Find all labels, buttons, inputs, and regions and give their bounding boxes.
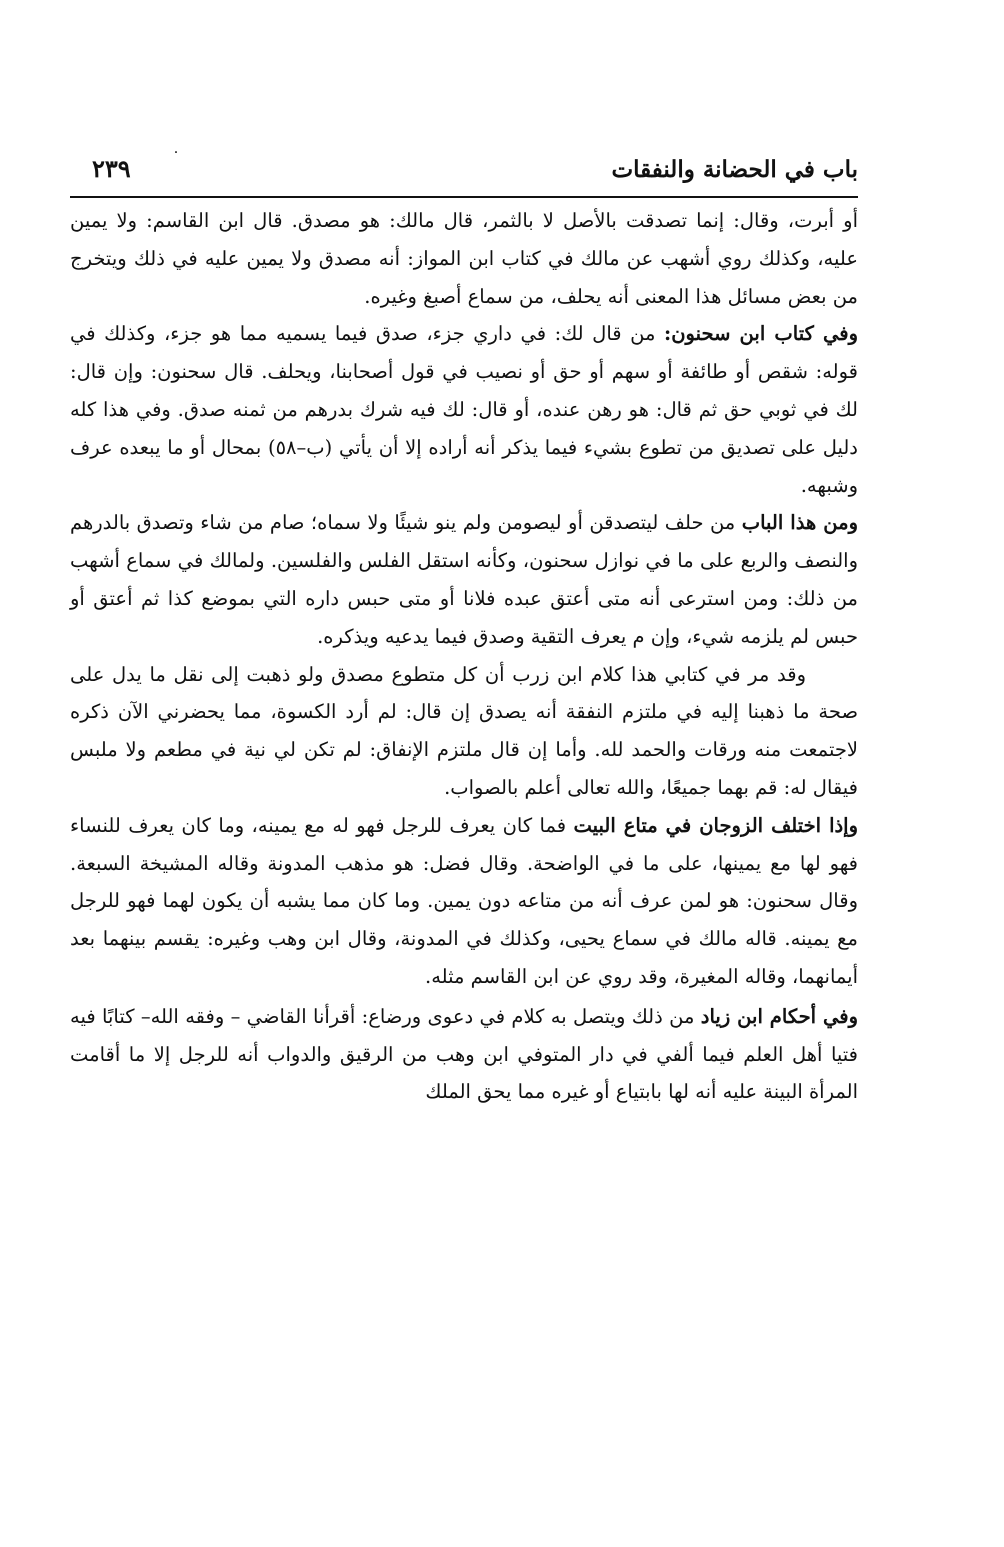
paragraph-2 [70,315,858,504]
paragraph-text: من ذلك ويتصل به كلام في دعوى ورضاع: أقرأنا القاضي – وفقه الله– كتابًا فيه فتيا أهل العلم فيما ألفي في دار المتوفي ابن وهب من الرقيق والدواب أنه للرجل إلا ما أقامت المرأة البينة عليه أنه لها بابتياع أو غيره مما يحق الملك [70,1004,858,1104]
paragraph-lead: ومن هذا الباب [741,511,858,535]
paragraph-text: من حلف ليتصدقن أو ليصومن ولم ينو شيئًا ولا سماه؛ صام من شاء وتصدق بالدرهم والنصف والربع على ما في نوازل سحنون، وكأنه استقل الفلس والفلسين. ولمالك في سماع أشهب من ذلك: ومن استرعى أنه متى أعتق عبده فلانا أو متى حبس داره التي بموضع كذا ثم أعتق أو حبس لم يلزمه شيء، وإن م يعرف التقية وصدق فيما يدعيه ويذكره. [70,511,858,648]
paragraph-text: من قال لك: في داري جزء، صدق فيما يسميه مما هو جزء، وكذلك في قوله: شقص أو طائفة أو سهم أو حق أو نصيب في قول أصحابنا، ويحلف. قال سحنون: وإن قال: لك في ثوبي حق ثم قال: هو رهن عنده، أو قال: لك فيه شرك بدرهم من ثمنه صدق. وفي هذا كله دليل على تصديق من تطوع بشيء فيما يذكر أنه أراده إلا أن يأتي (ب–٥٨) بمحال أو ما يبعده عرف وشبهه. [70,322,858,497]
paragraph-6 [70,998,858,1111]
page-body [70,202,858,1111]
paragraph-text: أو أبرت، وقال: إنما تصدقت بالأصل لا بالثمر، قال مالك: هو مصدق. قال ابن القاسم: ولا يمين عليه، وكذلك روي أشهب عن مالك في كتاب ابن المواز: أنه مصدق ولا يمين عليه في ذلك ويتخرج من بعض مسائل هذا المعنى أنه يحلف، من سماع أصبغ وغيره. [70,209,858,308]
paragraph-lead: وفي أحكام ابن زياد [700,1004,858,1028]
page-header [70,150,858,196]
paragraph-5 [70,807,858,996]
paragraph-3 [70,504,858,655]
header-rule [70,196,858,198]
paragraph-4 [70,656,858,807]
chapter-title: باب في الحضانة والنفقات [611,156,858,183]
page-number: ٢٣٩ [92,154,131,183]
paragraph-text: فما كان يعرف للرجل فهو له مع يمينه، وما كان يعرف للنساء فهو لها مع يمينها، على ما في الواضحة. وقال فضل: هو مذهب المدونة وقاله المشيخة السبعة. وقال سحنون: هو لمن عرف أنه من متاعه دون يمين. وما كان مما يشبه أن يكون لهما فهو للرجل مع يمينه. قاله مالك في سماع يحيى، وكذلك في المدونة، وقال ابن وهب وغيره: يقسم بينهما بعد أيمانهما، وقاله المغيرة، وقد روي عن ابن القاسم مثله. [70,813,858,988]
paragraph-text: وقد مر في كتابي هذا كلام ابن زرب أن كل متطوع مصدق ولو ذهبت إلى نقل ما يدل على صحة ما ذهبنا إليه في ملتزم النفقة أنه يصدق إن قال: لم أرد الكسوة، مما يحضرني الآن ذكره لاجتمعت منه ورقات والحمد لله. وأما إن قال ملتزم الإنفاق: لم تكن لي نية في مطعم ولا ملبس فيقال له: قم بهما جميعًا، والله تعالى أعلم بالصواب. [70,662,858,799]
paragraph-1 [70,202,858,315]
paragraph-lead: وفي كتاب ابن سحنون: [664,322,858,346]
book-page [70,150,858,1111]
paragraph-lead: وإذا اختلف الزوجان في متاع البيت [573,813,859,837]
